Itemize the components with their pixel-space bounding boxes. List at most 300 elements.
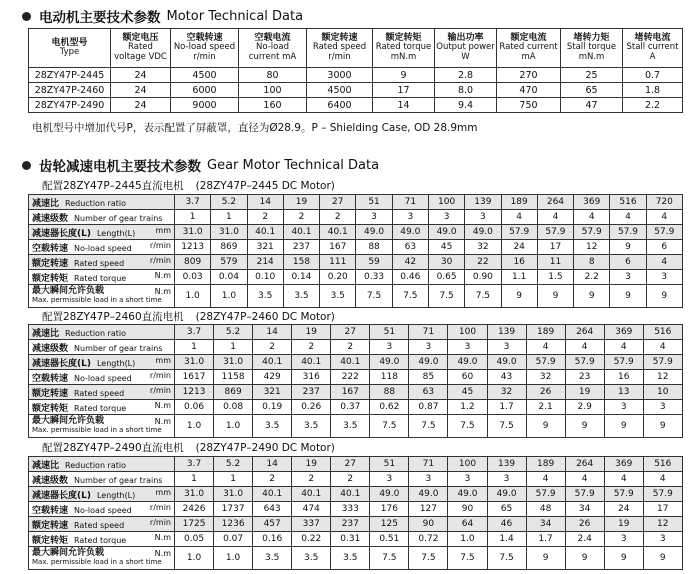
table-cell: 59 bbox=[356, 255, 392, 270]
row-label-zh: 减速级数 bbox=[32, 343, 69, 354]
table-cell: 49.0 bbox=[370, 355, 409, 370]
table-cell: 516 bbox=[643, 325, 682, 340]
gear-section-title bbox=[22, 155, 379, 175]
table-row bbox=[29, 517, 683, 532]
table-row bbox=[29, 547, 683, 570]
table-cell: 1213 bbox=[175, 240, 211, 255]
table-cell: 4500 bbox=[171, 68, 239, 83]
table-cell: 1.0 bbox=[175, 547, 214, 570]
row-label bbox=[29, 457, 175, 472]
table-cell: 3 bbox=[448, 340, 487, 355]
table-cell: 31.0 bbox=[214, 355, 253, 370]
table-cell: 869 bbox=[214, 385, 253, 400]
table-cell: 10 bbox=[643, 385, 682, 400]
table-cell: 64 bbox=[448, 517, 487, 532]
table-cell: 3 bbox=[409, 340, 448, 355]
table-cell: 3.5 bbox=[292, 415, 331, 438]
table-cell: 1725 bbox=[175, 517, 214, 532]
row-label-en: Reduction ratio bbox=[65, 328, 126, 338]
motor-header-cell bbox=[307, 29, 373, 68]
table-cell: 4 bbox=[643, 472, 682, 487]
table-cell: 9 bbox=[537, 285, 573, 308]
table-cell: 42 bbox=[392, 255, 428, 270]
table-cell: 0.08 bbox=[214, 400, 253, 415]
table-cell: 14 bbox=[247, 195, 283, 210]
table-cell: 337 bbox=[292, 517, 331, 532]
gear-title-zh: 齿轮减速电机主要技术参数 bbox=[39, 159, 201, 175]
table-cell: 1.0 bbox=[211, 285, 247, 308]
table-cell: 429 bbox=[253, 370, 292, 385]
table-cell: 7.5 bbox=[409, 415, 448, 438]
row-label bbox=[29, 370, 175, 385]
table-cell: 45 bbox=[428, 240, 464, 255]
table-row bbox=[29, 325, 683, 340]
row-label bbox=[29, 502, 175, 517]
table-cell: 3.5 bbox=[331, 415, 370, 438]
table-cell: 7.5 bbox=[465, 285, 501, 308]
table-cell: 3.5 bbox=[331, 547, 370, 570]
table-cell: 30 bbox=[428, 255, 464, 270]
table-cell: 264 bbox=[537, 195, 573, 210]
table-cell: 2 bbox=[320, 210, 356, 225]
row-label-zh: 减速器长度(L) bbox=[32, 358, 91, 369]
table-row bbox=[29, 457, 683, 472]
table-cell: 49.0 bbox=[356, 225, 392, 240]
table-cell: 26 bbox=[565, 517, 604, 532]
table-cell: 3.5 bbox=[247, 285, 283, 308]
table-row bbox=[29, 340, 683, 355]
table-cell: 7.5 bbox=[448, 547, 487, 570]
motor-note: 电机型号中增加代号P，表示配置了屏蔽罩，直径为Ø28.9。P – Shielding Case, OD 28.9mm bbox=[32, 122, 478, 134]
table-cell: 57.9 bbox=[501, 225, 537, 240]
table-cell: 49.0 bbox=[465, 225, 501, 240]
bullet-icon bbox=[22, 12, 31, 21]
table-cell: 3 bbox=[487, 472, 526, 487]
table-cell: 1.7 bbox=[526, 532, 565, 547]
row-label bbox=[29, 517, 175, 532]
table-cell: 516 bbox=[643, 457, 682, 472]
header-en: Stall torque mN.m bbox=[566, 42, 617, 62]
table-cell: 3 bbox=[643, 400, 682, 415]
table-row bbox=[29, 355, 683, 370]
table-cell: 3 bbox=[370, 340, 409, 355]
table-cell: 40.1 bbox=[292, 355, 331, 370]
table-cell: 9.4 bbox=[435, 98, 497, 113]
table-cell: 1 bbox=[214, 472, 253, 487]
table-cell: 65 bbox=[561, 83, 623, 98]
row-label-en: Rated speed bbox=[74, 258, 125, 268]
table-cell: 1.0 bbox=[448, 532, 487, 547]
table-cell: 17 bbox=[643, 502, 682, 517]
table-row bbox=[29, 487, 683, 502]
row-label-en: Max. permissible load in a short time bbox=[32, 426, 162, 434]
table-cell: 9 bbox=[646, 285, 682, 308]
gear-table-1-subtitle bbox=[42, 178, 335, 193]
row-label-zh: 减速级数 bbox=[32, 475, 69, 486]
table-cell: 19 bbox=[604, 517, 643, 532]
table-cell: 1236 bbox=[214, 517, 253, 532]
table-cell: 49.0 bbox=[487, 355, 526, 370]
table-cell: 7.5 bbox=[428, 285, 464, 308]
header-zh: 堵转力矩 bbox=[573, 32, 610, 43]
table-row bbox=[29, 195, 683, 210]
table-cell: 0.05 bbox=[175, 532, 214, 547]
table-cell: 16 bbox=[604, 370, 643, 385]
table-cell: 2 bbox=[253, 472, 292, 487]
table-cell: 158 bbox=[283, 255, 319, 270]
table-cell: 0.03 bbox=[175, 270, 211, 285]
table-cell: 214 bbox=[247, 255, 283, 270]
table-cell: 222 bbox=[331, 370, 370, 385]
row-label-en: Rated torque bbox=[74, 535, 127, 545]
row-label-en: Length(L) bbox=[96, 490, 136, 500]
table-cell: 2 bbox=[331, 472, 370, 487]
row-unit: r/min bbox=[149, 240, 171, 250]
row-label-en: Length(L) bbox=[96, 358, 136, 368]
table-cell: 49.0 bbox=[409, 487, 448, 502]
table-cell: 2.2 bbox=[574, 270, 610, 285]
motor-title-en: Motor Technical Data bbox=[166, 8, 304, 24]
table-cell: 9 bbox=[526, 547, 565, 570]
header-zh: 额定电流 bbox=[510, 32, 547, 43]
row-label bbox=[29, 487, 175, 502]
table-cell: 24 bbox=[111, 68, 171, 83]
table-cell: 321 bbox=[253, 385, 292, 400]
table-cell: 0.16 bbox=[253, 532, 292, 547]
table-cell: 4 bbox=[537, 210, 573, 225]
motor-header-cell bbox=[239, 29, 307, 68]
table-cell: 90 bbox=[448, 502, 487, 517]
row-unit: mm bbox=[155, 487, 171, 497]
table-cell: 3 bbox=[643, 532, 682, 547]
table-cell: 9 bbox=[373, 68, 435, 83]
table-cell: 9 bbox=[565, 415, 604, 438]
table-cell: 71 bbox=[409, 457, 448, 472]
gear-table-2445 bbox=[28, 194, 683, 308]
table-cell: 0.07 bbox=[214, 532, 253, 547]
table-cell: 4 bbox=[526, 340, 565, 355]
table-cell: 40.1 bbox=[331, 487, 370, 502]
table-row bbox=[29, 270, 683, 285]
row-label-en: Number of gear trains bbox=[74, 475, 163, 485]
table-cell: 19 bbox=[292, 325, 331, 340]
row-label bbox=[29, 355, 175, 370]
table-cell: 49.0 bbox=[448, 355, 487, 370]
table-row bbox=[29, 83, 683, 98]
table-cell: 2 bbox=[331, 340, 370, 355]
table-cell: 16 bbox=[501, 255, 537, 270]
table-cell: 31.0 bbox=[214, 487, 253, 502]
table-cell: 40.1 bbox=[253, 355, 292, 370]
table-cell: 1737 bbox=[214, 502, 253, 517]
table-cell: 3 bbox=[604, 400, 643, 415]
table-cell: 3.5 bbox=[283, 285, 319, 308]
table-cell: 139 bbox=[487, 325, 526, 340]
table-cell: 49.0 bbox=[409, 355, 448, 370]
table-cell: 88 bbox=[370, 385, 409, 400]
table-cell: 1 bbox=[175, 472, 214, 487]
table-cell: 40.1 bbox=[320, 225, 356, 240]
table-cell: 3 bbox=[610, 270, 646, 285]
motor-header-cell bbox=[373, 29, 435, 68]
table-cell: 100 bbox=[448, 325, 487, 340]
table-cell: 1 bbox=[211, 210, 247, 225]
table-cell: 71 bbox=[392, 195, 428, 210]
header-zh: 堵转电流 bbox=[634, 32, 671, 43]
table-cell: 12 bbox=[643, 370, 682, 385]
table-cell: 0.87 bbox=[409, 400, 448, 415]
table-cell: 40.1 bbox=[292, 487, 331, 502]
table-row bbox=[29, 285, 683, 308]
table-cell: 32 bbox=[526, 370, 565, 385]
row-label-zh: 额定转矩 bbox=[32, 535, 69, 546]
header-zh: 空载电流 bbox=[254, 32, 291, 43]
table-cell: 333 bbox=[331, 502, 370, 517]
table-cell: 31.0 bbox=[175, 225, 211, 240]
table-cell: 57.9 bbox=[565, 355, 604, 370]
table-cell: 5.2 bbox=[214, 457, 253, 472]
table-cell: 1617 bbox=[175, 370, 214, 385]
table-cell: 1.0 bbox=[175, 415, 214, 438]
row-label bbox=[29, 325, 175, 340]
table-cell: 237 bbox=[292, 385, 331, 400]
motor-header-cell bbox=[497, 29, 561, 68]
table-cell: 0.7 bbox=[623, 68, 683, 83]
row-label bbox=[29, 415, 175, 438]
row-label bbox=[29, 240, 175, 255]
table-cell: 3.5 bbox=[320, 285, 356, 308]
table-cell: 23 bbox=[565, 370, 604, 385]
table-cell: 3 bbox=[465, 210, 501, 225]
header-en: No-load current mA bbox=[248, 42, 297, 62]
table-row bbox=[29, 415, 683, 438]
table-cell: 0.31 bbox=[331, 532, 370, 547]
table-cell: 0.22 bbox=[292, 532, 331, 547]
header-zh: 额定转速 bbox=[321, 32, 358, 43]
table-cell: 0.06 bbox=[175, 400, 214, 415]
table-cell: 6000 bbox=[171, 83, 239, 98]
row-label bbox=[29, 547, 175, 570]
table-row bbox=[29, 225, 683, 240]
table-cell: 40.1 bbox=[253, 487, 292, 502]
table-cell: 31.0 bbox=[211, 225, 247, 240]
table-cell: 4 bbox=[604, 472, 643, 487]
subtitle-en: (28ZY47P–2460 DC Motor) bbox=[195, 311, 335, 323]
table-cell: 24 bbox=[111, 83, 171, 98]
table-cell: 25 bbox=[561, 68, 623, 83]
table-cell: 1.8 bbox=[623, 83, 683, 98]
table-cell: 49.0 bbox=[370, 487, 409, 502]
table-cell: 24 bbox=[501, 240, 537, 255]
header-zh: 输出功率 bbox=[447, 32, 484, 43]
table-cell: 26 bbox=[526, 385, 565, 400]
table-cell: 57.9 bbox=[526, 355, 565, 370]
table-cell: 31.0 bbox=[175, 487, 214, 502]
table-cell: 3 bbox=[356, 210, 392, 225]
table-cell: 4 bbox=[526, 472, 565, 487]
table-cell: 0.26 bbox=[292, 400, 331, 415]
row-label-en: Max. permissible load in a short time bbox=[32, 296, 162, 304]
table-cell: 369 bbox=[604, 325, 643, 340]
table-cell: 0.46 bbox=[392, 270, 428, 285]
table-cell: 63 bbox=[409, 385, 448, 400]
table-cell: 14 bbox=[373, 98, 435, 113]
row-label-zh: 额定转速 bbox=[32, 258, 69, 269]
row-label bbox=[29, 270, 175, 285]
table-cell: 4 bbox=[646, 255, 682, 270]
table-cell: 19 bbox=[292, 457, 331, 472]
table-cell: 4 bbox=[501, 210, 537, 225]
header-en: Stall current A bbox=[626, 42, 679, 62]
header-en: Type bbox=[59, 47, 80, 57]
row-label-en: Rated speed bbox=[74, 388, 125, 398]
table-cell: 32 bbox=[465, 240, 501, 255]
table-cell: 22 bbox=[465, 255, 501, 270]
table-cell: 2 bbox=[247, 210, 283, 225]
table-cell: 167 bbox=[320, 240, 356, 255]
gear-table-2-subtitle bbox=[42, 309, 335, 324]
table-cell: 3.7 bbox=[175, 195, 211, 210]
row-label-zh: 额定转矩 bbox=[32, 273, 69, 284]
table-cell: 7.5 bbox=[409, 547, 448, 570]
table-row bbox=[29, 98, 683, 113]
table-cell: 9 bbox=[501, 285, 537, 308]
row-label bbox=[29, 255, 175, 270]
table-cell: 40.1 bbox=[247, 225, 283, 240]
table-cell: 57.9 bbox=[526, 487, 565, 502]
table-cell: 321 bbox=[247, 240, 283, 255]
table-cell: 474 bbox=[292, 502, 331, 517]
header-en: Rated speed r/min bbox=[312, 42, 367, 62]
table-cell: 7.5 bbox=[448, 415, 487, 438]
gear-table-3-subtitle bbox=[42, 440, 335, 455]
motor-type-cell: 28ZY47P-2460 bbox=[29, 83, 111, 98]
motor-table bbox=[28, 28, 683, 113]
row-label bbox=[29, 400, 175, 415]
motor-header-cell bbox=[29, 29, 111, 68]
table-cell: 1158 bbox=[214, 370, 253, 385]
table-cell: 80 bbox=[239, 68, 307, 83]
table-cell: 0.51 bbox=[370, 532, 409, 547]
row-label-zh: 减速比 bbox=[32, 460, 60, 471]
table-cell: 2 bbox=[253, 340, 292, 355]
row-label-zh: 最大瞬间允许负载 bbox=[32, 548, 105, 558]
table-cell: 9 bbox=[526, 415, 565, 438]
table-cell: 71 bbox=[409, 325, 448, 340]
gear-table-2490 bbox=[28, 456, 683, 570]
row-label bbox=[29, 532, 175, 547]
table-row bbox=[29, 370, 683, 385]
table-cell: 9 bbox=[610, 285, 646, 308]
subtitle-en: (28ZY47P–2490 DC Motor) bbox=[195, 442, 335, 454]
row-label-zh: 空载转速 bbox=[32, 243, 69, 254]
subtitle-zh: 配置28ZY47P–2460直流电机 bbox=[42, 311, 184, 323]
table-cell: 51 bbox=[370, 457, 409, 472]
table-cell: 3 bbox=[392, 210, 428, 225]
row-label-zh: 减速比 bbox=[32, 198, 60, 209]
table-cell: 57.9 bbox=[604, 487, 643, 502]
row-label-zh: 空载转速 bbox=[32, 505, 69, 516]
table-cell: 100 bbox=[239, 83, 307, 98]
table-cell: 5.2 bbox=[214, 325, 253, 340]
row-label bbox=[29, 472, 175, 487]
row-unit: N.m bbox=[154, 549, 171, 558]
row-label bbox=[29, 195, 175, 210]
row-unit: N.m bbox=[154, 270, 171, 280]
row-unit: N.m bbox=[154, 532, 171, 542]
motor-header-cell bbox=[171, 29, 239, 68]
table-cell: 2 bbox=[283, 210, 319, 225]
motor-header-cell bbox=[561, 29, 623, 68]
table-cell: 189 bbox=[501, 195, 537, 210]
subtitle-en: (28ZY47P–2445 DC Motor) bbox=[195, 180, 335, 192]
table-cell: 2.8 bbox=[435, 68, 497, 83]
table-cell: 40.1 bbox=[331, 355, 370, 370]
gear-title-en: Gear Motor Technical Data bbox=[207, 157, 380, 173]
table-cell: 869 bbox=[211, 240, 247, 255]
table-cell: 7.5 bbox=[487, 547, 526, 570]
table-cell: 43 bbox=[487, 370, 526, 385]
table-cell: 1.0 bbox=[214, 547, 253, 570]
table-cell: 32 bbox=[487, 385, 526, 400]
table-cell: 0.19 bbox=[253, 400, 292, 415]
motor-header-cell bbox=[435, 29, 497, 68]
table-cell: 17 bbox=[537, 240, 573, 255]
table-cell: 57.9 bbox=[565, 487, 604, 502]
table-cell: 139 bbox=[487, 457, 526, 472]
table-cell: 1 bbox=[214, 340, 253, 355]
table-cell: 4 bbox=[574, 210, 610, 225]
table-cell: 1.0 bbox=[214, 415, 253, 438]
table-cell: 125 bbox=[370, 517, 409, 532]
table-cell: 167 bbox=[331, 385, 370, 400]
table-row bbox=[29, 210, 683, 225]
row-label-zh: 最大瞬间允许负载 bbox=[32, 416, 105, 426]
row-label-en: Reduction ratio bbox=[65, 460, 126, 470]
table-cell: 57.9 bbox=[537, 225, 573, 240]
table-cell: 7.5 bbox=[370, 547, 409, 570]
row-label-zh: 最大瞬间允许负载 bbox=[32, 286, 105, 296]
table-row bbox=[29, 502, 683, 517]
table-cell: 237 bbox=[283, 240, 319, 255]
table-cell: 7.5 bbox=[370, 415, 409, 438]
table-cell: 0.14 bbox=[283, 270, 319, 285]
table-cell: 0.65 bbox=[428, 270, 464, 285]
row-label bbox=[29, 385, 175, 400]
table-cell: 9 bbox=[604, 415, 643, 438]
table-cell: 45 bbox=[448, 385, 487, 400]
header-en: Rated torque mN.m bbox=[375, 42, 432, 62]
motor-type-cell: 28ZY47P-2490 bbox=[29, 98, 111, 113]
table-cell: 57.9 bbox=[610, 225, 646, 240]
motor-table-header bbox=[29, 29, 683, 68]
table-cell: 6400 bbox=[307, 98, 373, 113]
row-unit: N.m bbox=[154, 400, 171, 410]
table-cell: 57.9 bbox=[646, 225, 682, 240]
table-cell: 7.5 bbox=[487, 415, 526, 438]
table-cell: 49.0 bbox=[487, 487, 526, 502]
table-cell: 88 bbox=[356, 240, 392, 255]
table-cell: 0.90 bbox=[465, 270, 501, 285]
header-en: Rated current mA bbox=[499, 42, 558, 62]
table-cell: 1213 bbox=[175, 385, 214, 400]
table-cell: 3 bbox=[646, 270, 682, 285]
table-cell: 51 bbox=[356, 195, 392, 210]
table-cell: 9 bbox=[643, 547, 682, 570]
table-cell: 4 bbox=[646, 210, 682, 225]
table-cell: 5.2 bbox=[211, 195, 247, 210]
table-cell: 24 bbox=[111, 98, 171, 113]
